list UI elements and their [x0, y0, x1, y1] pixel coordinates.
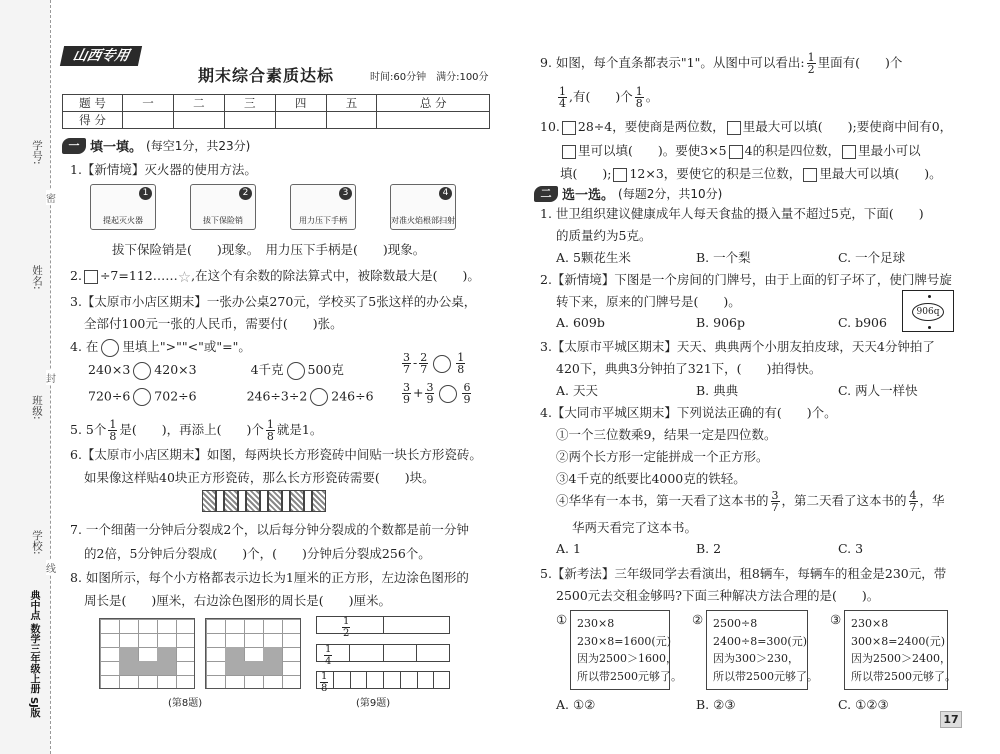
method-line: 230×8: [851, 617, 889, 630]
method-line: 230×8=1600(元): [577, 634, 672, 648]
fraction: [266, 419, 275, 442]
question-4-fraction-row-2: [400, 382, 473, 405]
score-cell: 题 号: [63, 95, 123, 112]
question-8-line-1: 8. 如图所示，每个小方格都表示边长为1厘米的正方形，左边涂色图形的: [70, 570, 469, 585]
question-4-row-1: [88, 360, 344, 380]
denominator: 9: [403, 393, 410, 406]
question-1: 1.【新情境】灭火器的使用方法。: [70, 162, 257, 177]
bar-segment: [401, 672, 418, 688]
choice-1-option-c[interactable]: C. 一个足球: [838, 250, 906, 265]
numerator: 1: [343, 616, 350, 627]
choice-2-option-c[interactable]: C. b906: [838, 315, 887, 330]
section-note: (每题2分，共10分): [618, 187, 723, 201]
choice-4-statement-4: [556, 490, 945, 513]
q-number: 10.: [540, 119, 560, 134]
q-text: 就是1。: [276, 422, 323, 437]
denominator: 7: [403, 363, 410, 376]
q-text: ,有( )个: [569, 89, 633, 104]
blank-square: [613, 168, 627, 182]
score-cell: 三: [224, 95, 275, 112]
bar-label-half: [342, 616, 350, 639]
rect-tile: [216, 490, 224, 512]
choice-5-option-c[interactable]: C. ①②③: [838, 697, 889, 712]
q-text: 5. 5个: [70, 422, 107, 437]
choice-4-statement-2: ②两个长方形一定能拼成一个正方形。: [556, 449, 769, 464]
numerator: 1: [325, 644, 332, 655]
numerator: 1: [807, 51, 815, 64]
expr: 720÷6: [88, 388, 131, 404]
method-3-box: [844, 610, 956, 690]
blank-circle: [433, 355, 451, 373]
numerator: 1: [321, 671, 328, 682]
step-caption: 用力压下手柄: [299, 216, 347, 225]
q-text: 里可以填( )。要使3×5: [578, 143, 727, 158]
blank-square: [84, 270, 98, 284]
numerator: 1: [457, 351, 465, 364]
rect-tile: [260, 490, 268, 512]
margin-label-class: 班级:: [31, 395, 43, 420]
choice-3-option-c[interactable]: C. 两人一样快: [838, 383, 918, 398]
denominator: 8: [635, 97, 643, 110]
bar-segment: [334, 672, 351, 688]
q-text: 里最小可以: [858, 143, 921, 158]
fraction: [558, 86, 567, 109]
shade: [244, 661, 263, 675]
q-text: ，第二天看了这本书的: [781, 493, 907, 508]
fraction: [462, 382, 471, 405]
question-10-line-2: [560, 141, 921, 159]
choice-1-option-a[interactable]: A. 5颗花生米: [556, 250, 631, 265]
numerator: 3: [771, 489, 779, 502]
denominator: 8: [109, 430, 117, 443]
q-text: 里最大可以填( );要使商中间有0，: [742, 119, 953, 134]
rect-tile: [238, 490, 246, 512]
choice-1-line-2: 的质量约为5克。: [556, 228, 652, 243]
section-number: 一: [62, 138, 86, 154]
choice-5-option-b[interactable]: B. ②③: [696, 697, 736, 712]
fraction: [108, 419, 117, 442]
method-1-number: ①: [556, 612, 568, 627]
method-line: 因为2500＞2400，: [851, 652, 951, 665]
door-plate-image: [902, 290, 954, 332]
choice-5-line-1: 5.【新考法】三年级同学去看演出，租8辆车，每辆车的租金是230元，带: [540, 566, 947, 581]
score-value-row: [63, 112, 490, 129]
q-text: 里最大可以填( )。: [819, 166, 942, 181]
shade: [157, 647, 176, 675]
q-text: 是( )，再添上( )个: [119, 422, 264, 437]
numerator: 3: [426, 381, 434, 394]
question-7-line-2: 的2倍，5分钟后分裂成( )个，( )分钟后分裂成256个。: [84, 546, 431, 561]
step-caption: 拔下保险销: [203, 216, 243, 225]
numerator: 3: [403, 351, 410, 364]
question-3-line-1: 3.【太原市小店区期末】一张办公桌270元，学校买了5张这样的办公桌，: [70, 294, 477, 309]
page-title: 期末综合素质达标: [198, 66, 335, 85]
expr: 500克: [307, 362, 344, 377]
blank-square: [562, 121, 576, 135]
choice-4-line-1: 4.【大同市平城区期末】下列说法正确的有( )个。: [540, 405, 837, 420]
score-header-row: [63, 95, 490, 112]
expr: 240×3: [88, 362, 131, 377]
binding-strip: [0, 0, 50, 754]
cut-char-xian: 线: [46, 560, 56, 575]
q-text: 28÷4，要使商是两位数，: [577, 119, 725, 134]
grid-right: [205, 618, 301, 689]
numerator: 1: [109, 418, 117, 431]
square-tile: [268, 490, 282, 512]
question-1-blanks: 拔下保险销是( )现象。 用力压下手柄是( )现象。: [112, 242, 426, 257]
question-5: [70, 419, 322, 442]
expr: 702÷6: [154, 388, 197, 404]
score-cell: 五: [326, 95, 377, 112]
bar-eighths: [316, 671, 450, 689]
extinguisher-step-3-image: [290, 184, 356, 230]
fraction: [635, 86, 644, 109]
q-text: 9. 如图，每个直条都表示"1"。从图中可以看出:: [540, 55, 805, 70]
q-text: ，华: [919, 493, 945, 508]
choice-2-option-b[interactable]: B. 906p: [696, 315, 745, 330]
margin-label-name: 姓名:: [31, 265, 43, 290]
q-text: 填( );: [560, 166, 612, 181]
section-2-header: [534, 184, 722, 203]
method-line: 所以带2500元够了。: [577, 669, 682, 683]
method-1-box: [570, 610, 682, 690]
extinguisher-step-1-image: [90, 184, 156, 230]
question-9-line-1: [540, 52, 902, 75]
method-line: 300×8=2400(元): [851, 634, 946, 648]
q-text: 4的积是四位数，: [744, 143, 841, 158]
score-input[interactable]: [275, 112, 326, 129]
star-icon: ☆: [177, 267, 192, 286]
expr: 4千克: [250, 362, 284, 377]
numerator: 2: [420, 351, 428, 364]
numerator: 4: [909, 489, 917, 502]
blank-circle: [287, 362, 305, 380]
operator: -: [413, 355, 418, 370]
bar-quarters: [316, 644, 450, 662]
denominator: 2: [807, 63, 815, 76]
square-tile: [246, 490, 260, 512]
fraction: [402, 352, 411, 375]
square-tile: [290, 490, 304, 512]
bar-segment: [384, 672, 401, 688]
choice-2-option-a[interactable]: A. 609b: [556, 315, 605, 330]
q-text: 里填上">""<"或"="。: [122, 339, 251, 354]
question-8-line-2: 周长是( )厘米，右边涂色图形的周长是( )厘米。: [84, 593, 392, 608]
choice-4-statement-1: ①一个三位数乘9，结果一定是四位数。: [556, 427, 777, 442]
section-number: 二: [534, 186, 558, 202]
fraction: [456, 352, 465, 375]
score-cell: 得 分: [63, 112, 123, 129]
bar-segment: [351, 672, 368, 688]
choice-4-option-c[interactable]: C. 3: [838, 541, 864, 556]
choice-3-line-2: 420下，典典3分钟拍了321下，( )拍得快。: [556, 361, 822, 376]
method-line: 因为300＞230，: [713, 652, 799, 665]
score-table: [62, 94, 490, 129]
cut-char-mi: 密: [46, 190, 56, 205]
step-number: 1: [139, 187, 152, 200]
book-series: 典中点 数学三年级上册 SJ版: [28, 590, 39, 718]
method-line: 所以带2500元够了。: [851, 669, 956, 683]
score-input[interactable]: [377, 112, 490, 129]
choice-3-line-1: 3.【太原市平城区期末】天天、典典两个小朋友拍皮球，天天4分钟拍了: [540, 339, 935, 354]
blank-square: [729, 145, 743, 159]
denominator: 4: [559, 97, 566, 110]
choice-4-statement-4-cont: 华两天看完了这本书。: [572, 520, 698, 535]
numerator: 6: [463, 381, 471, 394]
numerator: 1: [635, 85, 643, 98]
blank-square: [727, 121, 741, 135]
q-text: 12×3，要使它的积是三位数，: [629, 166, 802, 181]
score-cell: 一: [123, 95, 174, 112]
door-plate-number: 906q: [912, 303, 944, 321]
square-tile: [202, 490, 216, 512]
question-6-line-2: 如果像这样贴40块正方形瓷砖，那么长方形瓷砖需要( )块。: [84, 470, 435, 485]
denominator: 7: [420, 363, 428, 376]
q-text: ÷7=112……: [99, 268, 178, 283]
blank-circle: [133, 362, 151, 380]
blank-square: [842, 145, 856, 159]
fraction: [807, 52, 816, 75]
section-note: (每空1分，共23分): [146, 139, 251, 153]
step-number: 3: [339, 187, 352, 200]
expr: 420×3: [154, 362, 197, 377]
score-cell: 二: [173, 95, 224, 112]
step-number: 4: [439, 187, 452, 200]
choice-2-line-2: 转下来，原来的门牌号是( )。: [556, 294, 741, 309]
numerator: 3: [403, 381, 410, 394]
bar-label-quarter: [324, 644, 332, 667]
method-line: 2500÷8: [713, 617, 758, 630]
score-input[interactable]: [123, 112, 174, 129]
method-2-number: ②: [692, 612, 704, 627]
blank-square: [803, 168, 817, 182]
choice-4-statement-3: ③4千克的纸要比4000克的铁轻。: [556, 471, 746, 486]
section-title: 填一填。: [90, 140, 143, 155]
q-text: 。: [645, 89, 659, 104]
fraction: [402, 382, 411, 405]
choice-2-line-1: 2.【新情境】下图是一个房间的门牌号，由于上面的钉子坏了，使门牌号旋: [540, 272, 952, 287]
question-9-line-2: [556, 86, 658, 109]
q-number: 2.: [70, 268, 82, 283]
question-3-line-2: 全部付100元一张的人民币，需要付( )张。: [84, 316, 343, 331]
method-line: 2400÷8=300(元): [713, 634, 808, 648]
question-2: [70, 266, 480, 286]
q-text: ④华华有一本书，第一天看了这本书的: [556, 493, 769, 508]
q-text: ,在这个有余数的除法算式中，被除数最大是( )。: [191, 268, 480, 283]
nail-dot: [928, 326, 931, 329]
question-7-line-1: 7. 一个细菌一分钟后分裂成2个，以后每分钟分裂成的个数都是前一分钟: [70, 522, 469, 537]
denominator: 7: [909, 501, 917, 514]
shade: [225, 647, 244, 675]
question-4-fraction-row-1: [400, 352, 467, 375]
score-input[interactable]: [173, 112, 224, 129]
denominator: 8: [457, 363, 465, 376]
figure-9-caption: (第9题): [356, 698, 391, 709]
section-title: 选一选。: [562, 188, 615, 203]
blank-circle: [310, 388, 328, 406]
score-cell: 总 分: [377, 95, 490, 112]
step-caption: 提起灭火器: [103, 216, 143, 225]
score-input[interactable]: [224, 112, 275, 129]
bar-segment: [418, 672, 435, 688]
page-number: 17: [940, 711, 962, 728]
denominator: 8: [266, 430, 274, 443]
choice-1-line-1: 1. 世卫组织建议健康成年人每天食盐的摄入量不超过5克，下面( ): [540, 206, 924, 221]
nail-dot: [928, 295, 931, 298]
rect-tile: [304, 490, 312, 512]
bar-label-eighth: [320, 671, 328, 694]
extinguisher-step-4-image: [390, 184, 456, 230]
fraction: [419, 352, 428, 375]
exam-meta: 时间:60分钟 满分:100分: [370, 72, 489, 83]
figure-8-caption: (第8题): [168, 698, 203, 709]
denominator: 8: [321, 683, 328, 694]
blank-circle: [133, 388, 151, 406]
q-text: 里面有( )个: [817, 55, 903, 70]
question-4-row-2: [88, 388, 374, 406]
operator: +: [413, 385, 424, 400]
numerator: 1: [559, 85, 566, 98]
denominator: 4: [325, 656, 332, 667]
step-number: 2: [239, 187, 252, 200]
blank-square: [562, 145, 576, 159]
shade: [263, 647, 282, 675]
choice-4-option-b[interactable]: B. 2: [696, 541, 722, 556]
choice-4-option-a[interactable]: A. 1: [556, 541, 581, 556]
method-line: 因为2500＞1600，: [577, 652, 677, 665]
choice-3-option-b[interactable]: B. 典典: [696, 383, 739, 398]
denominator: 9: [463, 393, 471, 406]
grid-left: [99, 618, 195, 689]
shade: [119, 647, 138, 675]
section-1-header: [62, 136, 250, 155]
rect-tile: [282, 490, 290, 512]
choice-5-option-a[interactable]: A. ①②: [556, 697, 596, 712]
method-2-box: [706, 610, 818, 690]
expr: 246÷3÷2: [246, 388, 308, 404]
denominator: 9: [426, 393, 434, 406]
shade: [138, 661, 157, 675]
step-caption: 对准火焰根部扫射: [391, 216, 455, 225]
expr: 246÷6: [331, 388, 374, 404]
score-cell: 四: [275, 95, 326, 112]
numerator: 1: [266, 418, 274, 431]
question-4: [70, 337, 251, 357]
score-input[interactable]: [326, 112, 377, 129]
choice-5-line-2: 2500元去交租金够吗?下面三种解决方法合理的是( )。: [556, 588, 880, 603]
fraction: [425, 382, 434, 405]
margin-label-school: 学校:: [31, 530, 43, 555]
question-6-line-1: 6.【太原市小店区期末】如图，每两块长方形瓷砖中间贴一块长方形瓷砖。: [70, 447, 482, 462]
bar-halves: [316, 616, 450, 634]
denominator: 7: [771, 501, 779, 514]
region-badge: 山西专用: [60, 46, 142, 66]
choice-3-option-a[interactable]: A. 天天: [556, 383, 598, 398]
method-line: 230×8: [577, 617, 615, 630]
cut-char-feng: 封: [46, 370, 56, 385]
square-tile: [312, 490, 326, 512]
method-line: 所以带2500元够了。: [713, 669, 818, 683]
bar-segment: [367, 672, 384, 688]
blank-circle: [101, 339, 119, 357]
fraction: [771, 490, 780, 513]
extinguisher-step-2-image: [190, 184, 256, 230]
margin-label-id: 学号:: [31, 140, 43, 165]
fraction: [909, 490, 918, 513]
method-3-number: ③: [830, 612, 842, 627]
blank-circle: [439, 385, 457, 403]
choice-1-option-b[interactable]: B. 一个梨: [696, 250, 751, 265]
denominator: 2: [343, 628, 350, 639]
q-text: 4. 在: [70, 339, 99, 354]
square-tile: [224, 490, 238, 512]
question-10-line-1: [540, 117, 952, 135]
question-10-line-3: [560, 164, 942, 182]
